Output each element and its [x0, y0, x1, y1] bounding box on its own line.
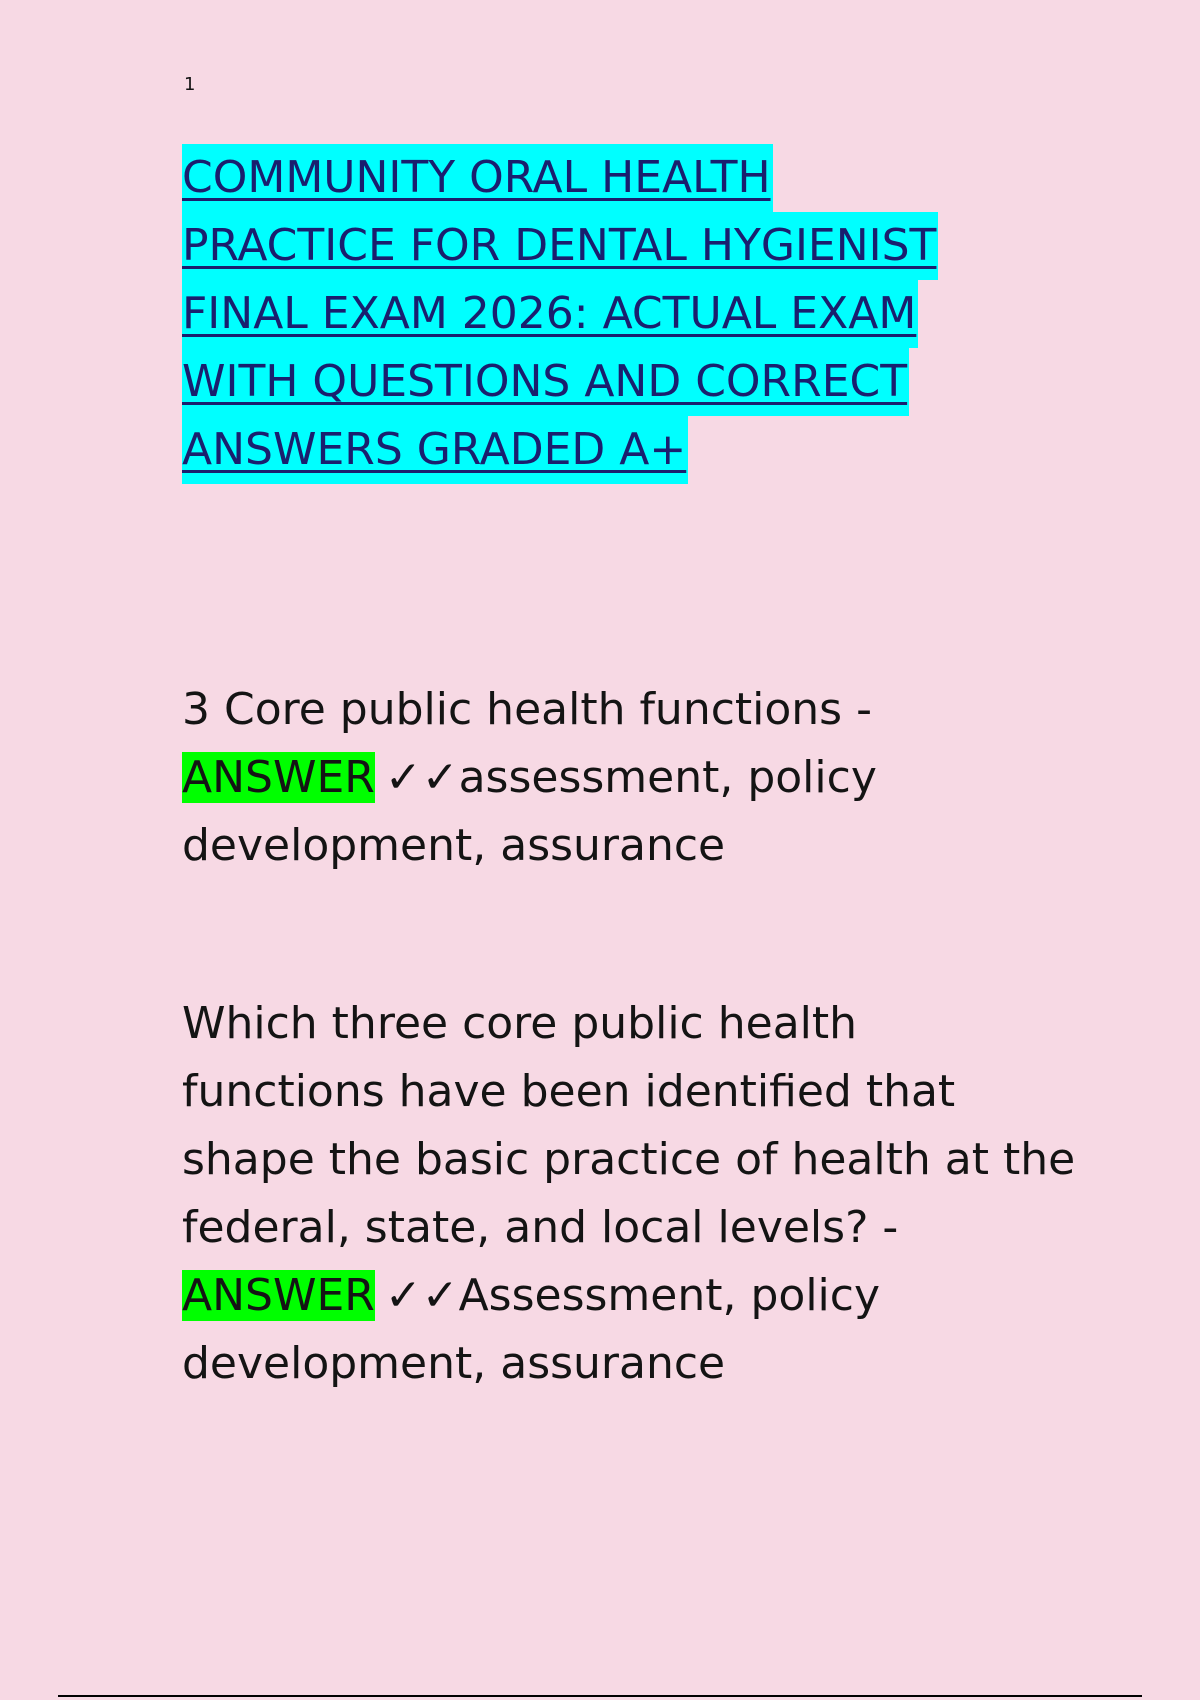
title-line: PRACTICE FOR DENTAL HYGIENIST	[182, 212, 938, 280]
check-mark-icon: ✓✓	[384, 752, 459, 803]
answer-text: assessment, policy	[458, 752, 877, 803]
page-number: 1	[184, 74, 196, 95]
footer-rule	[58, 1695, 1142, 1697]
answer-line	[182, 1262, 1042, 1330]
answer-text: development, assurance	[182, 1338, 726, 1389]
answer-text: development, assurance	[182, 820, 726, 871]
answer-text: Assessment, policy	[458, 1270, 880, 1321]
question-text: functions have been identified that	[182, 1066, 956, 1117]
check-mark-icon: ✓✓	[384, 1270, 459, 1321]
title-line: COMMUNITY ORAL HEALTH	[182, 144, 773, 212]
answer-line	[182, 744, 1042, 812]
question-text: federal, state, and local levels? -	[182, 1202, 899, 1253]
title-line: WITH QUESTIONS AND CORRECT	[182, 348, 909, 416]
question-text: 3 Core public health functions -	[182, 684, 872, 735]
qa-item	[182, 676, 1042, 880]
answer-tag: ANSWER	[182, 752, 375, 803]
title-line: FINAL EXAM 2026: ACTUAL EXAM	[182, 280, 918, 348]
question-text: Which three core public health	[182, 998, 858, 1049]
answer-tag: ANSWER	[182, 1270, 375, 1321]
question-text: shape the basic practice of health at the	[182, 1134, 1076, 1185]
title-line: ANSWERS GRADED A+	[182, 416, 688, 484]
qa-item	[182, 990, 1076, 1398]
document-title	[182, 144, 1022, 484]
